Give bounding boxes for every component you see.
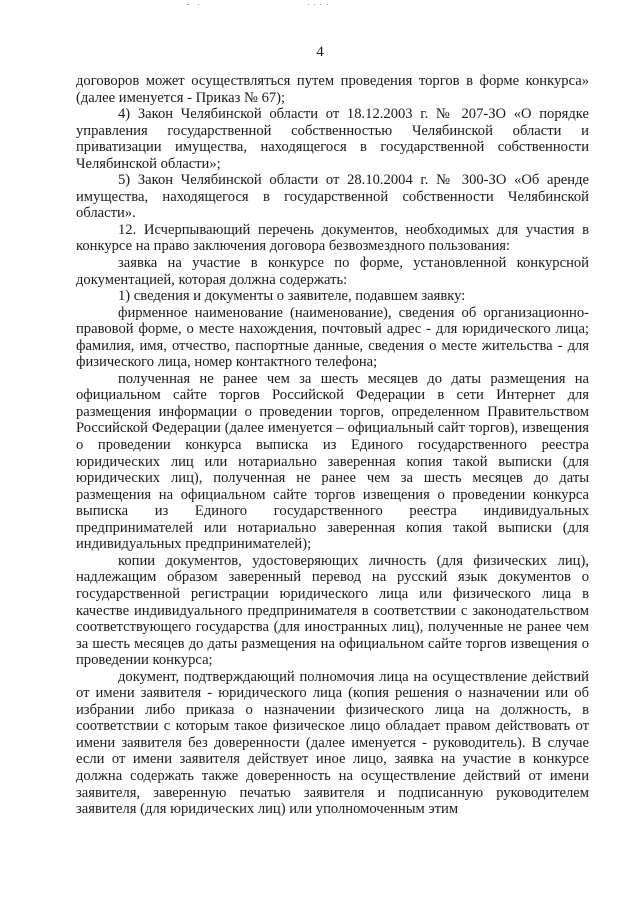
- paragraph-law-5: 5) Закон Челябинской области от 28.10.2004 г. № 300-ЗО «Об аренде имущества, находящегося в государственной собственности Челябинской области».: [76, 172, 589, 222]
- paragraph-company-name: фирменное наименование (наименование), сведения об организационно-правовой форме, о месте нахождения, почтовый адрес - для юридического лица; фамилия, имя, отчество, паспортные данные, сведения о месте жительства - для физического лица, номер контактного телефона;: [76, 304, 589, 371]
- paragraph-law-4: 4) Закон Челябинской области от 18.12.2003 г. № 207-ЗО «О порядке управления государственной собственностью Челябинской области и приватизации имущества, находящегося в государственной собственности Челябинской области»;: [76, 106, 589, 172]
- paragraph-identity-copies: копии документов, удостоверяющих личность (для физических лиц), надлежащим образом заверенный перевод на русский язык документов о государственной регистрации юридического лица или физического лица в качестве индивидуального предпринимателя в соответствии с законодательством соответствующего государства (для иностранных лиц), полученные не ранее чем за шесть месяцев до даты размещения на официальном сайте торгов извещения о проведении конкурса;: [76, 552, 589, 669]
- paragraph-authority-document: документ, подтверждающий полномочия лица на осуществление действий от имени заявителя - юридического лица (копия решения о назначении или об избрании либо приказа о назначении физического лица на должность, в соответствии с которым такое физическое лицо обладает правом действовать от имени заявителя без доверенности (далее именуется - руководитель). В случае если от имени заявителя действует иное лицо, заявка на участие в конкурсе должна содержать также доверенность на осуществление действий от имени заявителя, заверенную печатью заявителя и подписанную руководителем заявителя (для юридических лиц) или уполномоченным этим: [76, 668, 589, 818]
- paragraph-application: заявка на участие в конкурсе по форме, установленной конкурсной документацией, которая должна содержать:: [76, 255, 589, 288]
- paragraph-applicant-info: 1) сведения и документы о заявителе, подавшем заявку:: [118, 288, 466, 305]
- document-body: [76, 73, 589, 818]
- scan-artifacts: [0, 4, 640, 10]
- paragraph-registry-extract: полученная не ранее чем за шесть месяцев до даты размещения на официальном сайте торгов Российской Федерации в сети Интернет для размещения информации о проведении торгов, определенном Правительством Российской Федерации (далее именуется – официальный сайт торгов), извещения о проведении конкурса выписка из Единого государственного реестра юридических лиц или нотариально заверенная копия такой выписки (для юридических лиц), полученная не ранее чем за шесть месяцев до даты размещения на официальном сайте торгов извещения о проведении конкурса выписка из Единого государственного реестра индивидуальных предпринимателей или нотариально заверенная копия такой выписки (для индивидуальных предпринимателей);: [76, 370, 589, 553]
- page-number: 4: [316, 44, 324, 60]
- paragraph-item-12: 12. Исчерпывающий перечень документов, необходимых для участия в конкурсе на право заключения договора безвозмездного пользования:: [76, 221, 589, 255]
- paragraph-continuation: договоров может осуществляться путем проведения торгов в форме конкурса» (далее именуется - Приказ № 67);: [76, 73, 589, 106]
